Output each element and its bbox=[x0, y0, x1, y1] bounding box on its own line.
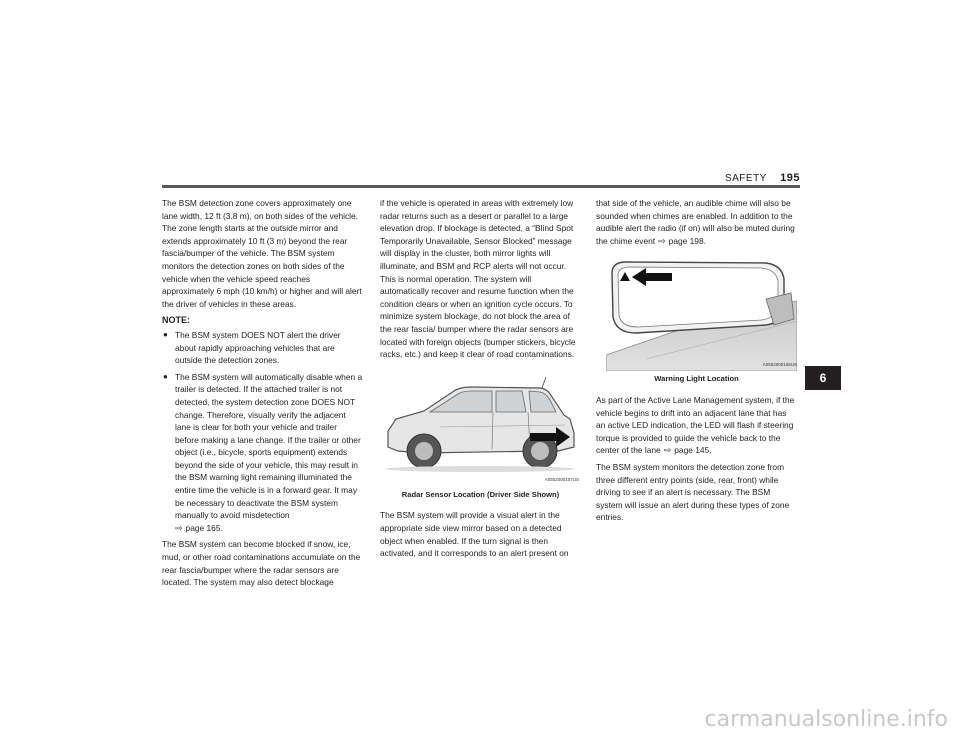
paragraph: The BSM system can become blocked if snow, ice, mud, or other road contaminations accumulate on the rear fascia/bumper where the radar sensors are located. The system may also detect blockage bbox=[162, 539, 361, 588]
page-reference-link[interactable]: page 145. bbox=[674, 445, 712, 456]
chapter-tab: 6 bbox=[805, 366, 841, 390]
paragraph-text: that side of the vehicle, an audible chime will also be sounded when chimes are enabled. In addition to the audible alert the radio (if on) will also be muted during the chime event bbox=[596, 198, 795, 246]
paragraph: The BSM system will provide a visual alert in the appropriate side view mirror based on a detected object when enabled. If the turn signal is then activated, and it corresponds to an alert present on bbox=[380, 510, 569, 559]
figure-code: A0502000107US bbox=[544, 477, 579, 483]
column-2 bbox=[380, 197, 581, 564]
radar-sensor-figure bbox=[380, 375, 581, 487]
paragraph: The BSM system monitors the detection zone from three different entry points (side, rear, front) while driving to see if an alert is necessary. The BSM system will issue an alert during these types of zone entries. bbox=[596, 461, 790, 523]
column-3 bbox=[596, 197, 797, 528]
page-number: 195 bbox=[780, 172, 800, 184]
note-label: NOTE: bbox=[162, 315, 190, 326]
note-item bbox=[162, 329, 363, 367]
page-ref-arrow-icon: ⇨ bbox=[663, 445, 672, 456]
side-mirror-illustration bbox=[606, 259, 797, 371]
figure-caption: Warning Light Location bbox=[654, 374, 739, 384]
figure-caption: Radar Sensor Location (Driver Side Shown) bbox=[401, 489, 560, 499]
paragraph-text: As part of the Active Lane Management system, if the vehicle begins to drift into an adjacent lane that has an active LED indication, the LED will flash if steering torque is provided to guide the vehicle back to the center of the lane bbox=[596, 394, 795, 456]
page-reference-link[interactable]: page 198. bbox=[668, 235, 706, 246]
paragraph bbox=[596, 197, 797, 247]
paragraph: The BSM detection zone covers approximately one lane width, 12 ft (3.8 m), on both sides of the vehicle. The zone length starts at the outside mirror and extends approximately 10 ft (3 m) beyond the rear fascia/bumper of the vehicle. The BSM system monitors the detection zones on both sides of the vehicle when the vehicle speed reaches approximately 6 mph (10 km/h) or higher and will alert the driver of vehicles in these areas. bbox=[162, 198, 362, 309]
page-ref-arrow-icon: ⇨ bbox=[175, 522, 183, 533]
note-text: The BSM system DOES NOT alert the driver about rapidly approaching vehicles that are outside the detection zones. bbox=[175, 329, 341, 366]
vehicle-side-illustration bbox=[380, 375, 581, 487]
warning-light-figure bbox=[606, 259, 797, 371]
column-1 bbox=[162, 197, 363, 593]
figure-code: A0502000106US bbox=[762, 361, 797, 367]
page-ref-arrow-icon: ⇨ bbox=[658, 235, 666, 246]
paragraph bbox=[596, 394, 797, 457]
section-title: SAFETY bbox=[724, 173, 767, 184]
header-rule bbox=[162, 185, 800, 188]
running-head bbox=[725, 172, 800, 184]
watermark: carmanualsonline.info bbox=[704, 707, 948, 732]
bullet-icon: ● bbox=[163, 371, 168, 381]
paragraph: if the vehicle is operated in areas with extremely low radar returns such as a desert or parallel to a large elevation drop. If blockage is detected, a “Blind Spot Temporarily Unavailable, Sensor Blocked” message will display in the cluster, both mirror lights will illuminate, and BSM and RCP alerts will not occur. This is normal operation. The system will automatically recover and resume function when the condition clears or when an ignition cycle occurs. To minimize system blockage, do not block the area of the rear fascia/ bumper where the radar sensors are located with foreign objects (bumper stickers, bicycle racks, etc.) and keep it clear of road contaminations. bbox=[380, 198, 576, 360]
bullet-icon: ● bbox=[163, 329, 168, 339]
note-item bbox=[162, 371, 363, 535]
note-text: The BSM system will automatically disable when a trailer is detected. If the attached trailer is not detected, the system detection zone DOES NOT change. Therefore, visually verify the adjacent lane is clear for both your vehicle and trailer before making a lane change. If the trailer or other object (i.e., bicycle, sports equipment) extends beyond the side of your vehicle, this may result in the BSM warning light remaining illuminated the entire time the vehicle is in a forward gear. It may be necessary to deactivate the BSM system manually to avoid misdetection bbox=[175, 371, 363, 521]
page-reference-link[interactable]: page 165. bbox=[185, 522, 223, 533]
note-list bbox=[162, 329, 363, 535]
